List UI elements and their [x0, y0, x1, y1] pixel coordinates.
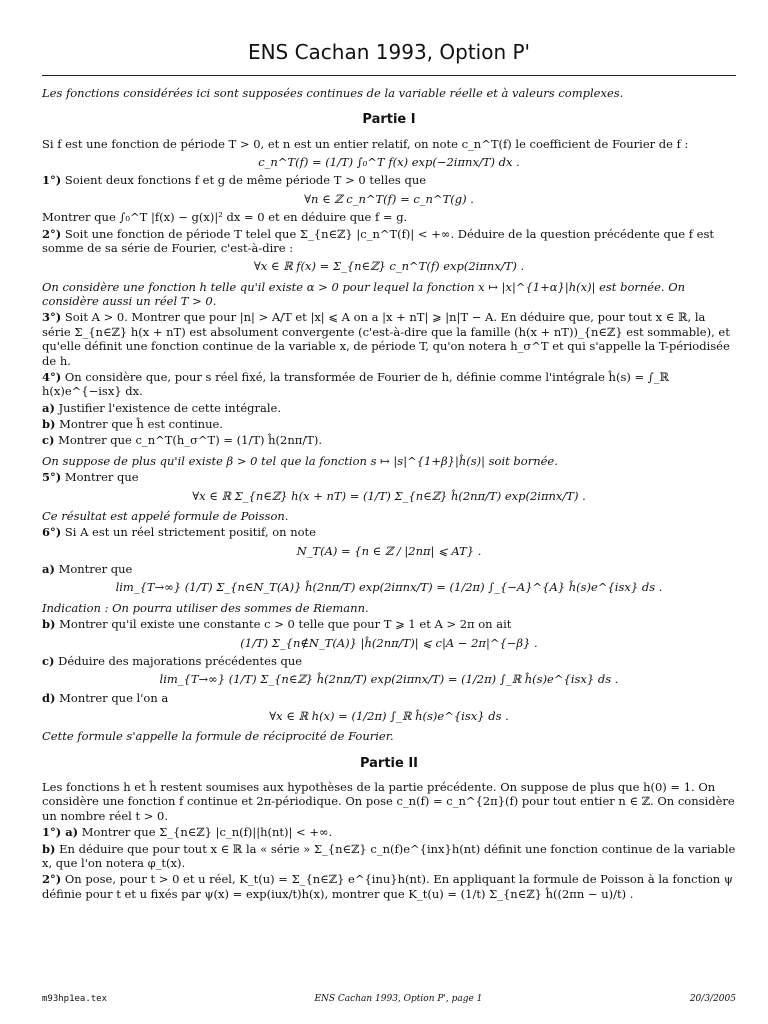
subquestion-text: Déduire des majorations précédentes que	[58, 653, 303, 668]
question-label: 2°)	[42, 226, 62, 241]
equation: N_T(A) = {n ∈ ℤ / |2nπ| ⩽ AT} .	[296, 543, 482, 558]
subquestion-label: d)	[42, 690, 56, 705]
subquestion-text: En déduire que pour tout x ∈ ℝ la « série » Σ_{n∈ℤ} c_n(f)e^{inx}h(nt) définit une fonction continue de la variable x, que l'on notera φ_t(x).	[42, 841, 736, 870]
equation: ∀n ∈ ℤ c_n^T(f) = c_n^T(g) .	[304, 191, 474, 206]
subquestion-label: a)	[42, 400, 55, 415]
question-text: Montrer que	[64, 470, 139, 485]
question-label: 6°)	[42, 525, 62, 540]
subquestion	[42, 654, 736, 668]
question-text: Montrer que Σ_{n∈ℤ} |c_n(f)||h(nt)| < +∞.	[81, 825, 333, 840]
question-3	[42, 310, 736, 368]
intro-text: Les fonctions considérées ici sont supposées continues de la variable réelle et à valeurs complexes.	[42, 86, 624, 100]
subquestion-label: c)	[42, 653, 55, 668]
question-text: Si A est un réel strictement positif, on note	[64, 525, 316, 540]
question-text: Soit une fonction de période T telel que Σ_{n∈ℤ} |c_n^T(f)| < +∞. Déduire de la question précédente que f est somme de sa série de Fourier, c'est-à-dire :	[42, 226, 714, 255]
part1-title: Partie I	[362, 112, 416, 128]
question-text: On pose, pour t > 0 et u réel, K_t(u) = Σ_{n∈ℤ} e^{inu}h(nt). En appliquant la formule de Poisson à la fonction ψ définie pour t et u fixés par ψ(x) = exp(iux/t)h(x), montrer que K_t(u) = (1/t) Σ_{n∈ℤ} ĥ((2πn − u)/t) .	[42, 872, 733, 901]
subquestion	[42, 433, 736, 447]
page-title: ENS Cachan 1993, Option P'	[247, 40, 531, 64]
subquestion-text: Montrer que l'on a	[59, 690, 169, 705]
equation: lim_{T→∞} (1/T) Σ_{n∈ℤ} ĥ(2nπ/T) exp(2iπnx/T) = (1/2π) ∫_ℝ ĥ(s)e^{isx} ds .	[159, 672, 619, 687]
part2-title: Partie II	[359, 755, 419, 771]
subquestion-label: b)	[42, 617, 56, 632]
question-5	[42, 470, 736, 484]
question-1	[42, 825, 736, 839]
question-label: 1°) a)	[42, 825, 79, 840]
hypothesis-text: On suppose de plus qu'il existe β > 0 tel que la fonction s ↦ |s|^{1+β}|ĥ(s)| soit bornée.	[42, 453, 558, 468]
indication-text: Indication : On pourra utiliser des sommes de Riemann.	[42, 600, 369, 615]
subquestion-text: Justifier l'existence de cette intégrale.	[58, 400, 281, 415]
equation: ∀x ∈ ℝ f(x) = Σ_{n∈ℤ} c_n^T(f) exp(2iπnx/T) .	[253, 259, 525, 274]
question-label: 3°)	[42, 310, 62, 325]
subquestion-label: b)	[42, 417, 56, 431]
footer-filename: m93hp1ea.tex	[42, 994, 108, 1004]
question-2	[42, 872, 736, 901]
subquestion	[42, 401, 736, 415]
question-6	[42, 525, 736, 539]
equation: lim_{T→∞} (1/T) Σ_{n∈N_T(A)} ĥ(2nπ/T) exp(2iπnx/T) = (1/2π) ∫_{−A}^{A} ĥ(s)e^{isx} ds .	[115, 580, 663, 595]
question-text: On considère que, pour s réel fixé, la transformée de Fourier de h, définie comme l'intégrale ĥ(s) = ∫_ℝ h(x)e^{−isx} dx.	[42, 369, 670, 399]
header-rule	[42, 75, 736, 76]
question-label: 1°)	[42, 173, 62, 188]
p2-intro: Les fonctions h et ĥ restent soumises aux hypothèses de la partie précédente. On suppose de plus que h(0) = 1. On considère une fonction f continue et 2π-périodique. On pose c_n(f) = c_n^{2π}(f) pour tout entier n ∈ ℤ. On considère un nombre réel t > 0.	[42, 780, 735, 823]
question-text: Soit A > 0. Montrer que pour |n| > A/T et |x| ⩽ A on a |x + nT| ⩾ |n|T − A. En déduire que, pour tout x ∈ ℝ, la série Σ_{n∈ℤ} h(x + nT) est absolument convergente (c'est-à-dire que la famille (h(x + nT))_{n∈ℤ} est sommable), et qu'elle définit une fonction continue de la variable x, de période T, qu'on notera h_σ^T et qui s'appelle la T-périodisée de h.	[42, 310, 730, 368]
hypothesis-text: On considère une fonction h telle qu'il existe α > 0 pour lequel la fonction x ↦ |x|^{1+α}|h(x)| est bornée. On considère aussi un réel T > 0.	[42, 279, 686, 308]
subquestion	[42, 691, 736, 705]
subquestion-text: Montrer que c_n^T(h_σ^T) = (1/T) ĥ(2nπ/T).	[58, 433, 323, 448]
question-text: Montrer que ∫₀^T |f(x) − g(x)|² dx = 0 et en déduire que f = g.	[42, 210, 408, 225]
p1-intro: Si f est une fonction de période T > 0, et n est un entier relatif, on note c_n^T(f) le coefficient de Fourier de f :	[42, 136, 689, 151]
subquestion-label: a)	[42, 562, 55, 576]
question-label: 2°)	[42, 872, 62, 887]
question-label: 4°)	[42, 369, 62, 384]
subquestion	[42, 417, 736, 431]
footer-page-label: ENS Cachan 1993, Option P', page 1	[314, 994, 483, 1004]
question-1	[42, 173, 736, 187]
equation: ∀x ∈ ℝ h(x) = (1/2π) ∫_ℝ ĥ(s)e^{isx} ds .	[269, 709, 509, 723]
remark-text: Cette formule s'appelle la formule de réciprocité de Fourier.	[42, 729, 394, 744]
question-2	[42, 227, 736, 256]
subquestion-label: b)	[42, 841, 56, 856]
remark-text: Ce résultat est appelé formule de Poisson.	[42, 508, 289, 523]
equation: (1/T) Σ_{n∉N_T(A)} |ĥ(2nπ/T)| ⩽ c|A − 2π|^{−β} .	[240, 635, 538, 650]
equation: c_n^T(f) = (1/T) ∫₀^T f(x) exp(−2iπnx/T) dx .	[258, 155, 520, 169]
subquestion-label: c)	[42, 433, 55, 448]
page-footer	[42, 994, 736, 1005]
page	[42, 0, 736, 1024]
question-4	[42, 370, 736, 399]
subquestion	[42, 842, 736, 871]
subquestion	[42, 562, 736, 576]
subquestion-text: Montrer que	[58, 562, 133, 576]
question-text: Soient deux fonctions f et g de même période T > 0 telles que	[64, 173, 427, 188]
equation: ∀x ∈ ℝ Σ_{n∈ℤ} h(x + nT) = (1/T) Σ_{n∈ℤ} ĥ(2nπ/T) exp(2iπnx/T) .	[192, 488, 586, 503]
question-label: 5°)	[42, 470, 62, 485]
subquestion	[42, 617, 736, 631]
footer-date: 20/3/2005	[689, 994, 736, 1004]
subquestion-text: Montrer que ĥ est continue.	[59, 417, 223, 431]
subquestion-text: Montrer qu'il existe une constante c > 0 telle que pour T ⩾ 1 et A > 2π on ait	[59, 617, 512, 632]
